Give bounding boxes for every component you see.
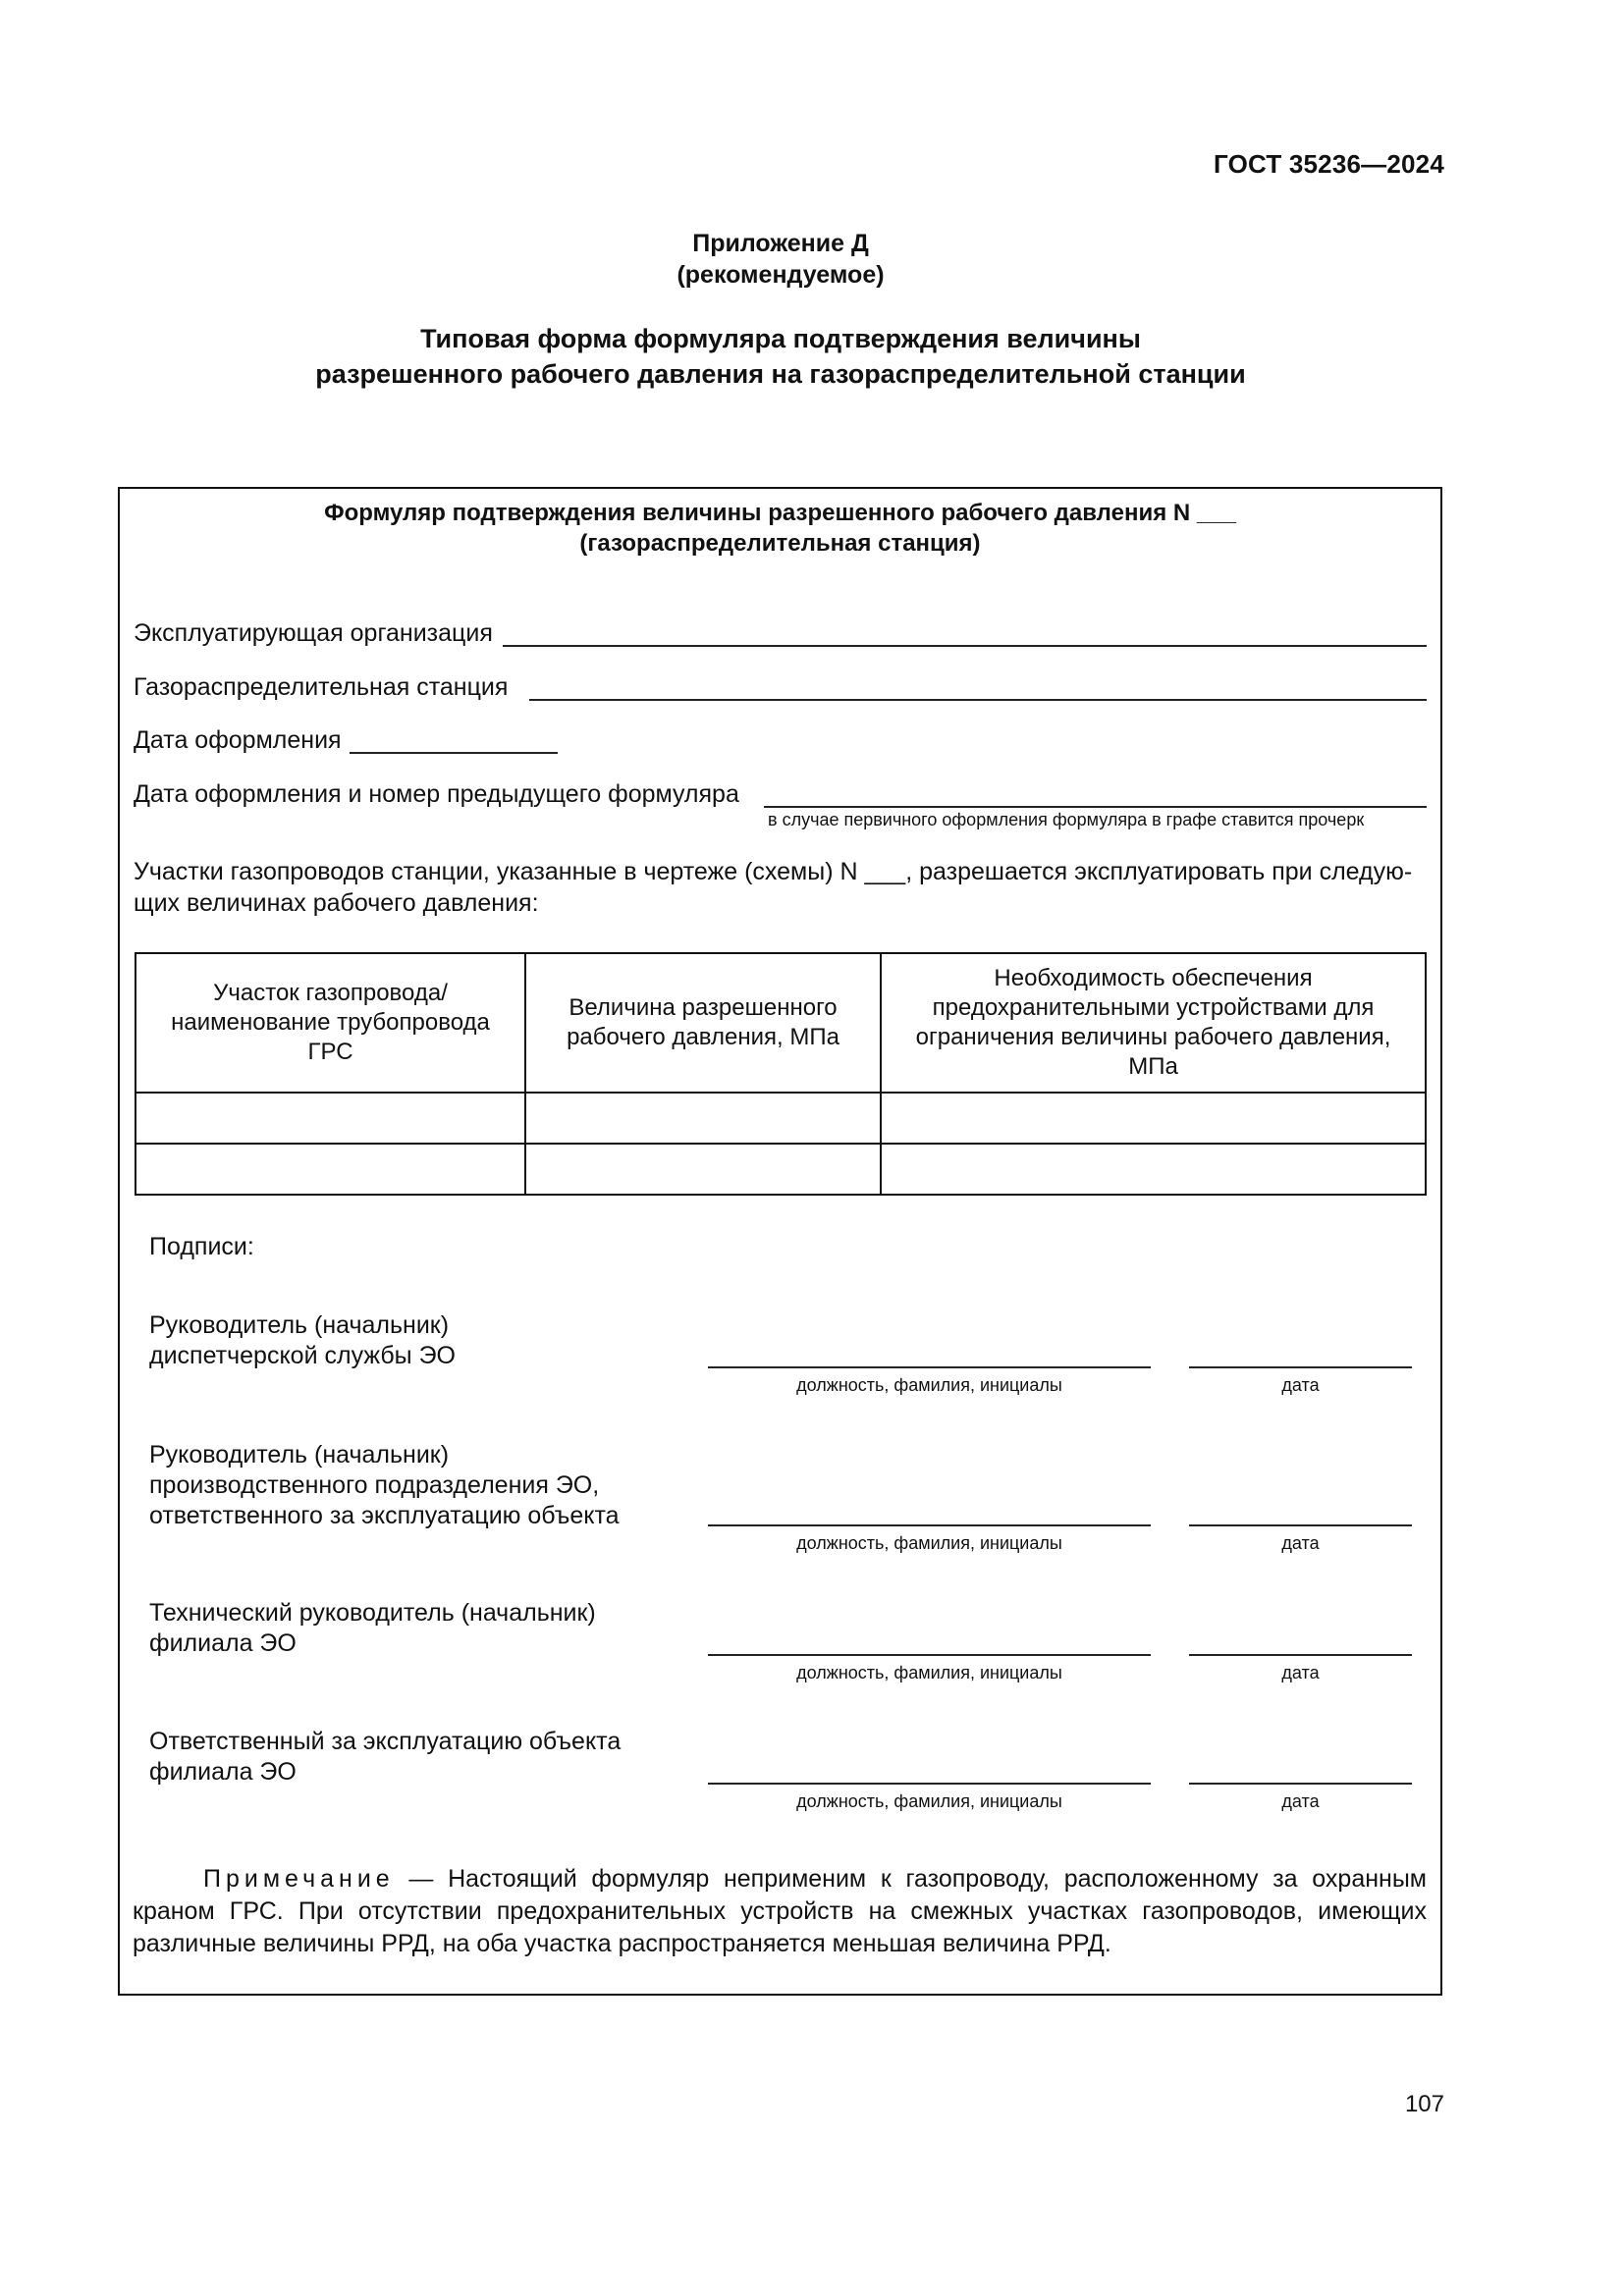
signer-role-technical [149,1598,699,1659]
signature-line[interactable] [708,1366,1151,1368]
note-label: Примечание [203,1865,395,1893]
date-line[interactable] [1189,1524,1412,1526]
table-cell[interactable] [135,1144,525,1195]
signer-role-line: Технический руководитель (начальник) [149,1599,596,1627]
table-cell[interactable] [881,1093,1426,1144]
signer-role-line: Руководитель (начальник) [149,1311,450,1339]
signer-role-line: филиала ЭО [149,1629,297,1657]
table-row [135,1144,1426,1195]
signer-role-line: диспетчерской службы ЭО [149,1342,456,1369]
page-title [0,321,1561,392]
signer-role-line: ответственного за эксплуатацию объекта [149,1502,620,1529]
page-title-line-1: Типовая форма формуляра подтверждения величины [420,324,1141,353]
date-label: Дата оформления [134,726,342,754]
signer-role-line: Руководитель (начальник) [149,1441,450,1468]
page-number: 107 [1404,2091,1444,2117]
table-row [135,1093,1426,1144]
signature-caption: должность, фамилия, инициалы [796,1375,1062,1395]
previous-form-label: Дата оформления и номер предыдущего формуляра [134,780,739,808]
signature-caption: должность, фамилия, инициалы [796,1533,1062,1553]
column-header-section: Участок газопровода/ наименование трубопровода ГРС [135,953,525,1093]
signer-role-line: филиала ЭО [149,1758,297,1786]
table-cell[interactable] [525,1144,881,1195]
signer-role-branch [149,1727,699,1788]
date-caption: дата [1281,1533,1320,1553]
date-caption: дата [1281,1791,1320,1811]
operator-field[interactable] [503,645,1427,647]
intro-line-2: щих величинах рабочего давления: [134,889,539,917]
signatures-label: Подписи: [149,1233,254,1260]
date-caption: дата [1281,1375,1320,1395]
table-header-row [135,953,1426,1093]
operator-label: Эксплуатирующая организация [134,619,493,647]
station-field[interactable] [529,699,1427,701]
form-note [133,1863,1427,1960]
table-cell[interactable] [525,1093,881,1144]
previous-form-field[interactable] [764,806,1427,808]
column-header-safety-devices: Необходимость обеспечения предохранительными устройствами для ограничения величины рабочего давления, МПа [881,953,1426,1093]
date-line[interactable] [1189,1783,1412,1785]
previous-form-note: в случае первичного оформления формуляра в графе ставится прочерк [768,810,1365,829]
table-cell[interactable] [881,1144,1426,1195]
date-field[interactable] [350,752,558,754]
document-code: ГОСТ 35236—2024 [1214,149,1444,179]
form-heading-line-2: (газораспределительная станция) [579,530,981,557]
signature-caption: должность, фамилия, инициалы [796,1791,1062,1811]
signer-role-line: Ответственный за эксплуатацию объекта [149,1728,622,1755]
column-header-pressure: Величина разрешенного рабочего давления, МПа [525,953,881,1093]
signer-role-dispatch [149,1310,699,1371]
annex-title: Приложение Д [692,230,869,257]
signature-line[interactable] [708,1524,1151,1526]
intro-line-1: Участки газопроводов станции, указанные в чертеже (схемы) N ___, разрешается эксплуатировать при следую- [134,858,1413,885]
date-caption: дата [1281,1663,1320,1682]
pressure-table [135,952,1427,1196]
date-line[interactable] [1189,1366,1412,1368]
signature-caption: должность, фамилия, инициалы [796,1663,1062,1682]
form-heading-line-1: Формуляр подтверждения величины разрешенного рабочего давления N ___ [324,500,1236,526]
annex-status: (рекомендуемое) [677,261,885,289]
signature-line[interactable] [708,1783,1151,1785]
page-title-line-2: разрешенного рабочего давления на газораспределительной станции [315,359,1246,389]
signature-line[interactable] [708,1654,1151,1656]
table-cell[interactable] [135,1093,525,1144]
station-label: Газораспределительная станция [134,673,509,701]
signer-role-line: производственного подразделения ЭО, [149,1471,600,1499]
date-line[interactable] [1189,1654,1412,1656]
note-text: — Настоящий формуляр неприменим к газопроводу, расположенному за охранным краном ГРС. При отсутствии предохранительных устройств на смежных участках газопроводов, имеющих различные величины РРД, на оба участка распространяется меньшая величина РРД. [133,1865,1427,1957]
signer-role-production [149,1440,699,1531]
